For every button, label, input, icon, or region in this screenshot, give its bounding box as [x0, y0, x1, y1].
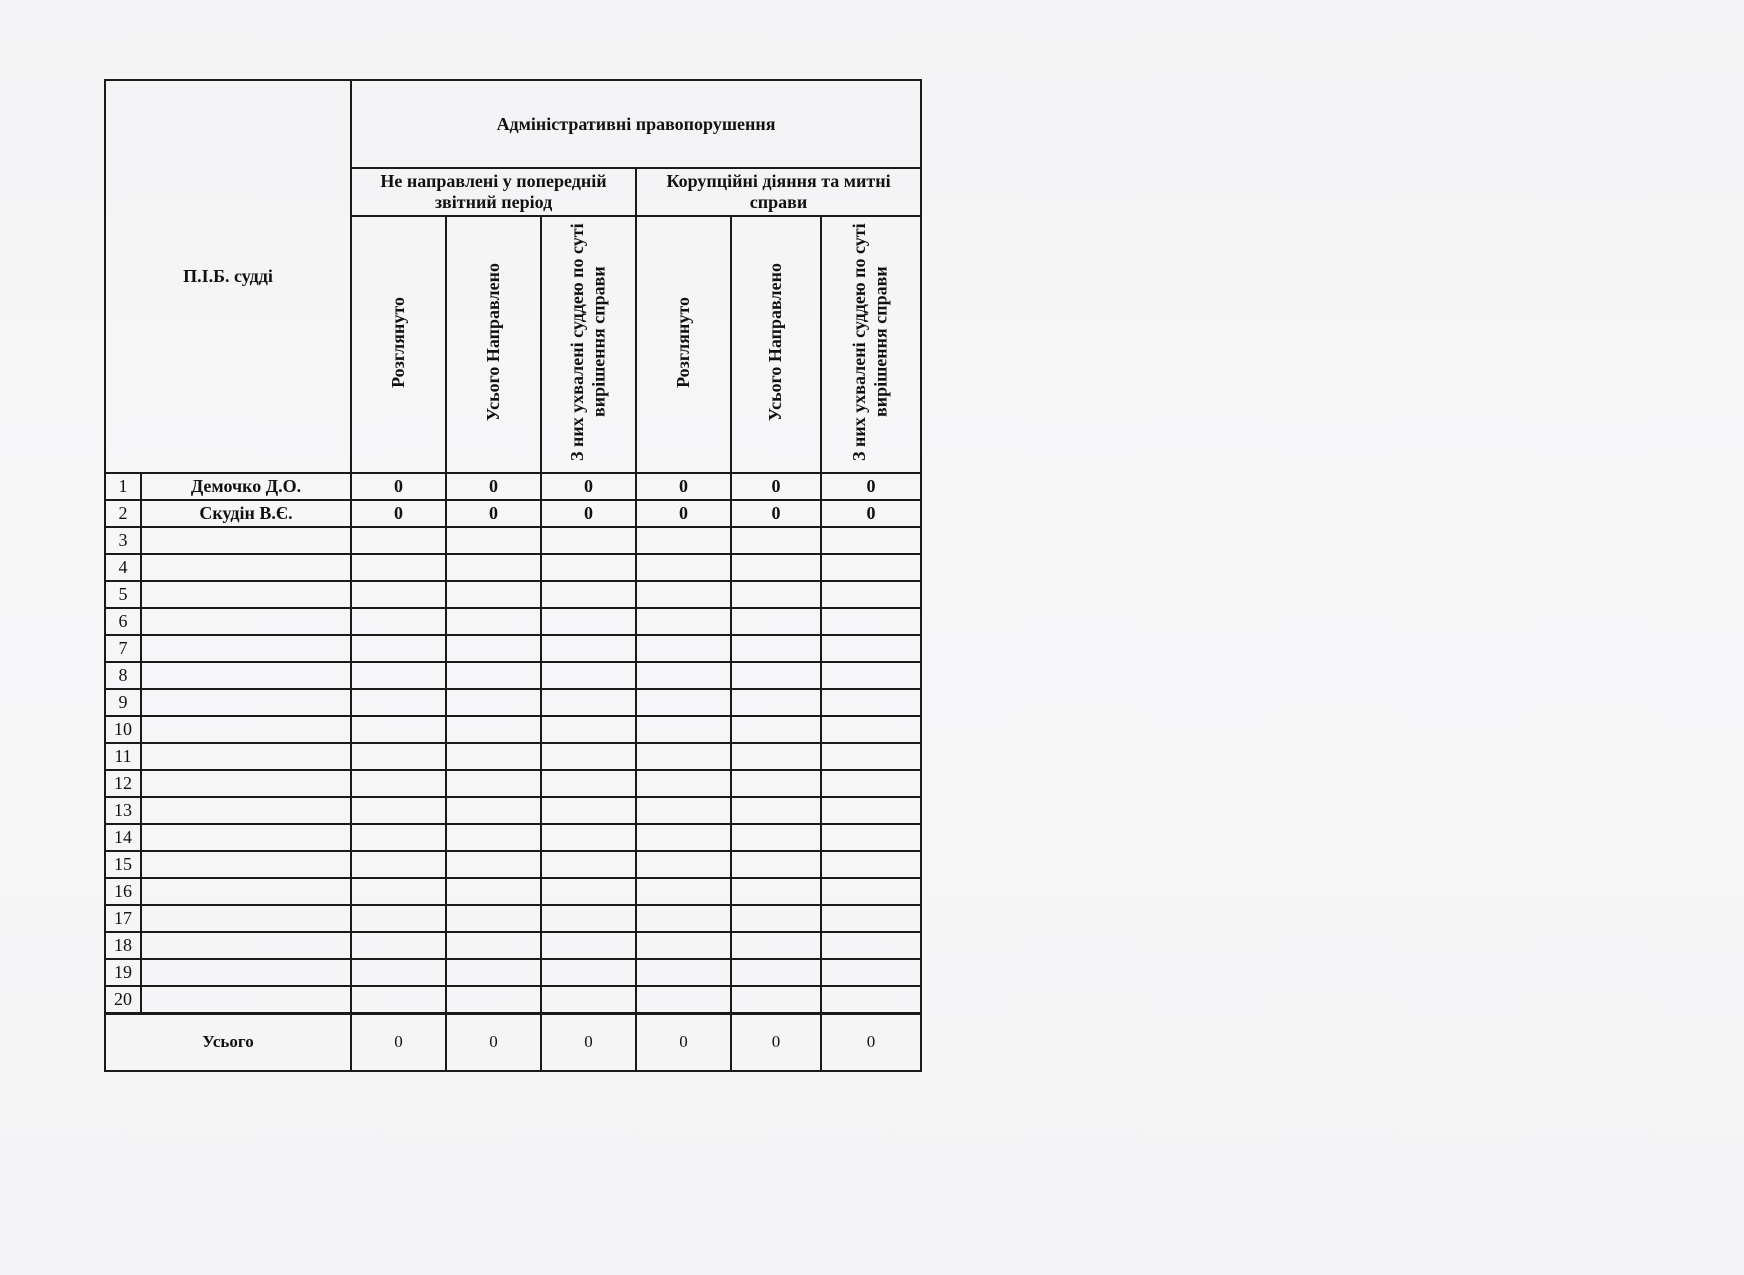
value-cell [821, 797, 921, 824]
row-number: 18 [105, 932, 141, 959]
table-row [105, 662, 921, 689]
column-header-label: З них ухвалені суддею по суті вирішення справи [849, 223, 892, 461]
value-cell [351, 797, 446, 824]
value-cell [541, 662, 636, 689]
value-cell: 0 [446, 473, 541, 500]
table-row [105, 743, 921, 770]
judge-name-cell: Скудін В.Є. [141, 500, 351, 527]
value-cell [731, 797, 821, 824]
judge-name-cell [141, 608, 351, 635]
value-cell [821, 986, 921, 1014]
value-cell [351, 851, 446, 878]
judges-report-table [104, 79, 922, 1072]
row-number: 13 [105, 797, 141, 824]
value-cell [541, 986, 636, 1014]
value-cell [541, 959, 636, 986]
value-cell [731, 527, 821, 554]
value-cell [636, 527, 731, 554]
value-cell: 0 [731, 500, 821, 527]
judge-name-cell [141, 878, 351, 905]
value-cell [446, 527, 541, 554]
value-cell [541, 824, 636, 851]
group-header-corruption: Корупційні діяння та митні справи [636, 168, 921, 216]
judge-name-cell [141, 662, 351, 689]
judge-name-cell [141, 689, 351, 716]
value-cell [446, 770, 541, 797]
table-row [105, 797, 921, 824]
value-cell [351, 743, 446, 770]
row-number: 8 [105, 662, 141, 689]
row-number: 1 [105, 473, 141, 500]
value-cell [636, 905, 731, 932]
admin-offenses-header: Адміністративні правопорушення [351, 80, 921, 168]
column-header [446, 216, 541, 473]
value-cell [821, 527, 921, 554]
value-cell [731, 905, 821, 932]
column-header [731, 216, 821, 473]
value-cell [636, 554, 731, 581]
value-cell [731, 959, 821, 986]
total-value-cell: 0 [541, 1013, 636, 1071]
value-cell [731, 689, 821, 716]
value-cell [541, 581, 636, 608]
row-number: 10 [105, 716, 141, 743]
value-cell [541, 635, 636, 662]
value-cell [821, 878, 921, 905]
value-cell [636, 824, 731, 851]
row-number: 15 [105, 851, 141, 878]
row-number: 20 [105, 986, 141, 1014]
table-body [105, 473, 921, 1014]
row-number: 14 [105, 824, 141, 851]
value-cell [446, 905, 541, 932]
value-cell [351, 932, 446, 959]
value-cell [446, 635, 541, 662]
row-number: 17 [105, 905, 141, 932]
row-number: 12 [105, 770, 141, 797]
column-header [541, 216, 636, 473]
value-cell [821, 932, 921, 959]
value-cell [731, 608, 821, 635]
row-number: 16 [105, 878, 141, 905]
value-cell [636, 851, 731, 878]
value-cell [351, 905, 446, 932]
table-row [105, 716, 921, 743]
total-row [105, 1013, 921, 1071]
value-cell [636, 932, 731, 959]
table-row [105, 824, 921, 851]
value-cell [446, 581, 541, 608]
value-cell [351, 554, 446, 581]
value-cell [636, 743, 731, 770]
row-number: 9 [105, 689, 141, 716]
value-cell [731, 878, 821, 905]
value-cell [636, 662, 731, 689]
value-cell [351, 635, 446, 662]
value-cell [541, 527, 636, 554]
table-row [105, 851, 921, 878]
judge-name-cell [141, 770, 351, 797]
row-number: 3 [105, 527, 141, 554]
value-cell [351, 986, 446, 1014]
judge-name-cell [141, 581, 351, 608]
value-cell [446, 716, 541, 743]
column-header-label: З них ухвалені суддею по суті вирішення справи [566, 223, 609, 461]
table-row [105, 500, 921, 527]
row-number: 5 [105, 581, 141, 608]
value-cell [731, 716, 821, 743]
value-cell [541, 797, 636, 824]
value-cell [541, 608, 636, 635]
column-header-label: Усього Направлено [482, 262, 503, 422]
table-header [105, 80, 921, 473]
value-cell [821, 581, 921, 608]
value-cell: 0 [636, 473, 731, 500]
value-cell [636, 986, 731, 1014]
column-header [821, 216, 921, 473]
value-cell [446, 662, 541, 689]
table-row [105, 932, 921, 959]
value-cell [731, 851, 821, 878]
value-cell [446, 743, 541, 770]
value-cell [351, 878, 446, 905]
judge-name-cell [141, 959, 351, 986]
value-cell [821, 905, 921, 932]
value-cell [541, 689, 636, 716]
table-row [105, 905, 921, 932]
value-cell [731, 932, 821, 959]
row-number: 2 [105, 500, 141, 527]
judge-name-header: П.І.Б. судді [105, 80, 351, 473]
column-header [636, 216, 731, 473]
value-cell [446, 797, 541, 824]
value-cell [636, 770, 731, 797]
value-cell [731, 770, 821, 797]
table-row [105, 770, 921, 797]
value-cell [541, 743, 636, 770]
value-cell [446, 824, 541, 851]
value-cell [821, 770, 921, 797]
value-cell [446, 851, 541, 878]
table-footer [105, 1013, 921, 1071]
value-cell [351, 608, 446, 635]
judge-name-cell [141, 986, 351, 1014]
value-cell: 0 [446, 500, 541, 527]
total-value-cell: 0 [351, 1013, 446, 1071]
value-cell [541, 932, 636, 959]
value-cell [821, 689, 921, 716]
value-cell: 0 [821, 500, 921, 527]
value-cell [731, 986, 821, 1014]
value-cell [821, 608, 921, 635]
value-cell [731, 635, 821, 662]
table-row [105, 689, 921, 716]
value-cell [731, 662, 821, 689]
value-cell [821, 635, 921, 662]
value-cell [636, 716, 731, 743]
value-cell [821, 716, 921, 743]
value-cell: 0 [541, 473, 636, 500]
value-cell [821, 824, 921, 851]
value-cell [446, 959, 541, 986]
value-cell [731, 581, 821, 608]
table-row [105, 581, 921, 608]
value-cell [351, 689, 446, 716]
table-row [105, 959, 921, 986]
value-cell [636, 959, 731, 986]
judge-name-cell: Демочко Д.О. [141, 473, 351, 500]
value-cell [351, 581, 446, 608]
row-number: 6 [105, 608, 141, 635]
total-value-cell: 0 [731, 1013, 821, 1071]
value-cell [636, 878, 731, 905]
value-cell [821, 743, 921, 770]
value-cell [446, 554, 541, 581]
value-cell [351, 959, 446, 986]
total-value-cell: 0 [636, 1013, 731, 1071]
table-row [105, 986, 921, 1014]
table-row [105, 635, 921, 662]
value-cell [541, 770, 636, 797]
judge-name-cell [141, 527, 351, 554]
value-cell [541, 716, 636, 743]
judge-name-cell [141, 635, 351, 662]
row-number: 11 [105, 743, 141, 770]
value-cell [351, 662, 446, 689]
value-cell [351, 716, 446, 743]
column-header-label: Усього Направлено [765, 262, 786, 422]
judge-name-cell [141, 851, 351, 878]
value-cell [541, 878, 636, 905]
value-cell [446, 878, 541, 905]
row-number: 4 [105, 554, 141, 581]
row-number: 19 [105, 959, 141, 986]
value-cell [636, 581, 731, 608]
value-cell [636, 797, 731, 824]
column-header [351, 216, 446, 473]
value-cell [821, 662, 921, 689]
table-row [105, 878, 921, 905]
group-header-not-sent: Не направлені у попередній звітний період [351, 168, 636, 216]
value-cell: 0 [636, 500, 731, 527]
value-cell: 0 [541, 500, 636, 527]
value-cell [351, 527, 446, 554]
table-row [105, 554, 921, 581]
value-cell [821, 959, 921, 986]
value-cell: 0 [731, 473, 821, 500]
row-number: 7 [105, 635, 141, 662]
value-cell [446, 932, 541, 959]
value-cell [446, 608, 541, 635]
value-cell [636, 689, 731, 716]
column-header-label: Розглянуто [387, 296, 408, 388]
value-cell [731, 824, 821, 851]
value-cell [821, 554, 921, 581]
value-cell [731, 743, 821, 770]
value-cell [636, 608, 731, 635]
judge-name-cell [141, 824, 351, 851]
column-header-label: Розглянуто [672, 296, 693, 388]
value-cell [636, 635, 731, 662]
value-cell: 0 [351, 500, 446, 527]
table-row [105, 473, 921, 500]
value-cell [351, 824, 446, 851]
value-cell [541, 554, 636, 581]
value-cell [731, 554, 821, 581]
value-cell [541, 851, 636, 878]
total-value-cell: 0 [821, 1013, 921, 1071]
judge-name-cell [141, 554, 351, 581]
value-cell [541, 905, 636, 932]
judge-name-cell [141, 797, 351, 824]
judge-name-cell [141, 905, 351, 932]
table-row [105, 527, 921, 554]
value-cell [446, 986, 541, 1014]
table-row [105, 608, 921, 635]
value-cell [351, 770, 446, 797]
value-cell [446, 689, 541, 716]
total-value-cell: 0 [446, 1013, 541, 1071]
total-label: Усього [105, 1013, 351, 1071]
value-cell: 0 [821, 473, 921, 500]
judge-name-cell [141, 932, 351, 959]
value-cell: 0 [351, 473, 446, 500]
judge-name-cell [141, 743, 351, 770]
judge-name-cell [141, 716, 351, 743]
value-cell [821, 851, 921, 878]
